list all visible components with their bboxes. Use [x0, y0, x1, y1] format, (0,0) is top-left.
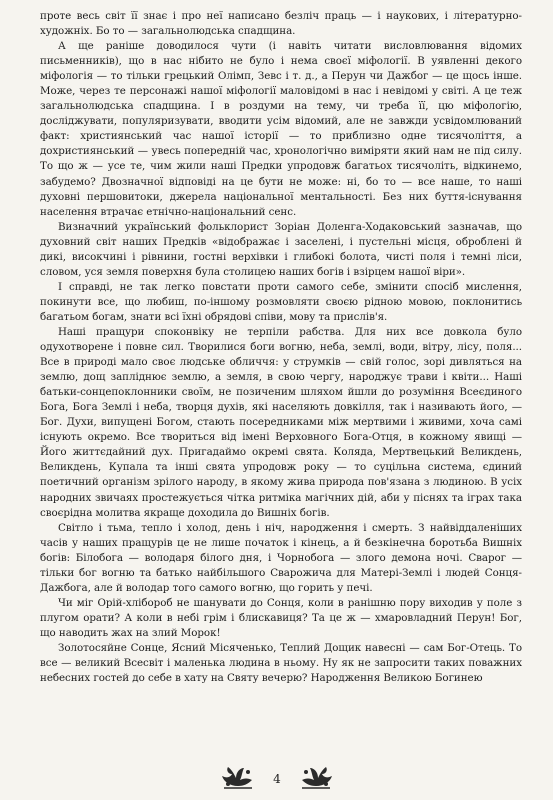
- paragraph: Чи міг Орій-хлібороб не шанувати до Сонця, коли в ранішню пору виходив у поле з плугом орати? А коли в небі грім і блискавиця? Та це ж — хмаровладний Перун! Бог, що наводить жах на злий Морок!: [40, 596, 522, 639]
- page-number: 4: [273, 772, 281, 786]
- paragraph: Золотосяйне Сонце, Ясний Місяченько, Теплий Дощик навесні — сам Бог-Отець. То все — великий Всесвіт і маленька людина в ньому. Ну як не запросити таких поважних небесних гостей до себе в хату на Святу вечерю? Народження Великою Богинею: [40, 641, 522, 685]
- body-text: [40, 9, 522, 686]
- paragraph: І справді, не так легко повстати проти самого себе, змінити спосіб мислення, покинути все, що любиш, по-іншому розмовляти своєю рідною мовою, поклонитись багатьом богам, знати всі їхні обрядові співи, мову та прислів'я.: [40, 280, 522, 323]
- paragraph: Визначний український фольклорист Зоріан Доленга-Ходаковський зазначав, що духовний світ наших Предків «відображає і заселені, і пустельні місця, оброблені й дикі, високчині і рівнини, гостні верхівки і глибокі болота, чисті поля і темні ліси, словом, уся земля поверхня була столицею наших богів і взірцем нашої віри».: [40, 220, 522, 278]
- floral-ornament-icon: [218, 764, 258, 792]
- paragraph: Наші пращури споконвіку не терпіли рабства. Для них все довкола було одухотворене і повне сил. Творилися боги вогню, неба, землі, води, вітру, лісу, поля... Все в природі мало своє людське обличчя: у струмків — свій голос, зорі дивляться на землю, дощ запліднює землю, а земля, в свою чергу, народжує трави і квіти... Наші батьки-сонцепоклонники своїм, не позиченим шляхом йшли до розуміння Всеєдиного Бога, Бога Землі і неба, творця духів, які населяють довкілля, так і називають його, — Бог. Духи, випущені Богом, стають посередниками між мертвими і живими, хоча самі існують окремо. Все твориться від імені Верховного Бога-Отця, в кожному явищі — Його життєдайний дух. Пригадаймо окремі свята. Коляда, Мертвецький Великдень, Великдень, Купала та інші свята упродовж року — то суцільна система, єдиний поетичний організм зрілого народу, в якому жива природа пов'язана з людиною. В усіх народних звичаях простежується чітка ритміка магічних дій, аби у піснях та іграх така своєрідна молитва якраще доходила до Вишніх богів.: [40, 325, 522, 519]
- paragraph: проте весь світ її знає і про неї написано безліч праць — і наукових, і літературно-художніх. Бо то — загальнолюдська спадщина.: [40, 10, 522, 38]
- page-footer: [0, 764, 553, 794]
- floral-ornament-icon: [296, 764, 336, 792]
- paragraph: Світло і тьма, тепло і холод, день і ніч, народження і смерть. З найвіддаленіших часів у наших пращурів це не лише початок і кінець, а й безкінечна боротьба Вишніх богів: Білобога — володаря білого дня, і Чорнобога — злого демона ночі. Сварог — тільки бог вогню та батько найбільшого Сварожича для Матері-Землі і людей Сонця-Дажбога, але й володар того самого вогню, що горить у печі.: [40, 521, 522, 594]
- paragraph: А ще раніше доводилося чути (і навіть читати висловлювання відомих письменників), що в нас нібито не було і нема своєї міфології. В уявленні декого міфологія — то тільки грецький Олімп, Зевс і т. д., а Перун чи Дажбог — це щось інше. Може, через те персонажі нашої міфології маловідомі в нас і невідомі у світі. А це теж загальнолюдська спадщина. І в роздуми на тему, чи треба її, цю міфологію, досліджувати, популяризувати, вводити усім відомий, але не завжди усвідомлюваний факт: християнський час нашої історії — то приблизно одне тисячоліття, а дохристиянський — увесь попередній час, хронологічно виміряти який нам не під силу. То що ж — усе те, чим жили наші Предки упродовж багатьох тисячоліть, відкинемо, забудемо? Двозначної відповіді на це бути не може: ні, бо то — все наше, то наші духовні першовитоки, джерела національної ментальності. Без них буття-існування населення втрачає етнічно-національний сенс.: [40, 40, 522, 218]
